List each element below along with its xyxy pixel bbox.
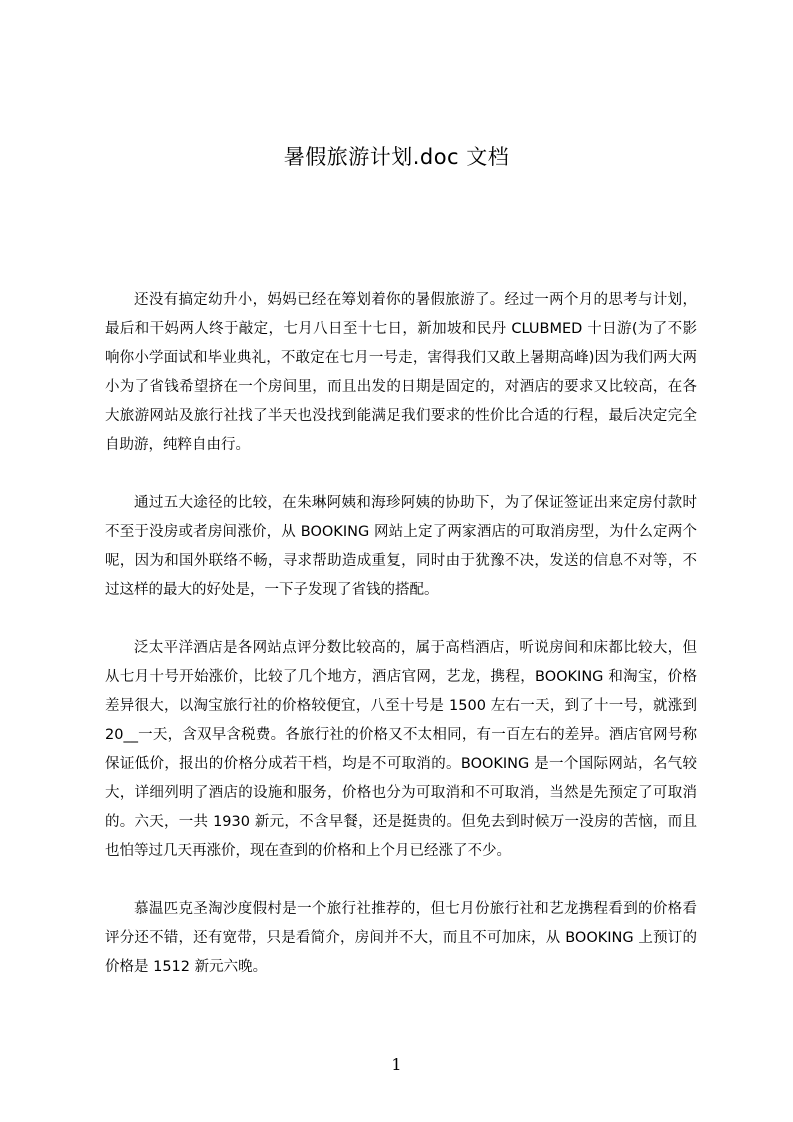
document-body [105,286,697,1011]
page-number: 1 [391,1055,402,1074]
paragraph-pan-pacific-hotel: 泛太平洋酒店是各网站点评分数比较高的，属于高档酒店，听说房间和床都比较大，但从七月十号开始涨价，比较了几个地方，酒店官网，艺龙，携程，BOOKING 和淘宝，价格差异很大，以淘宝旅行社的价格较便宜，八至十号是 1500 左右一天，到了十一号，就涨到 20__一天，含双早含税费。各旅行社的价格又不太相同，有一百左右的差异。酒店官网号称保证低价，报出的价格分成若干档，均是不可取消的。BOOKING 是一个国际网站，名气较大，详细列明了酒店的设施和服务，价格也分为可取消和不可取消，当然是先预定了可取消的。六天，一共 1930 新元，不含早餐，还是挺贵的。但免去到时候万一没房的苦恼，而且也怕等过几天再涨价，现在查到的价格和上个月已经涨了不少。 [105,640,697,859]
paragraph-booking-comparison: 通过五大途径的比较，在朱琳阿姨和海珍阿姨的协助下，为了保证签证出来定房付款时不至于没房或者房间涨价，从 BOOKING 网站上定了两家酒店的可取消房型，为什么定两个呢，因为和国外联络不畅，寻求帮助造成重复，同时由于犹豫不决，发送的信息不对等，不过这样的最大的好处是，一下子发现了省钱的搭配。 [105,495,697,598]
paragraph-intro: 还没有搞定幼升小，妈妈已经在筹划着你的暑假旅游了。经过一两个月的思考与计划，最后和干妈两人终于敲定，七月八日至十七日，新加坡和民丹 CLUBMED 十日游(为了不影响你小学面试和毕业典礼，不敢定在七月一号走，害得我们又敢上暑期高峰)因为我们两大两小为了省钱希望挤在一个房间里，而且出发的日期是固定的，对酒店的要求又比较高，在各大旅游网站及旅行社找了半天也没找到能满足我们要求的性价比合适的行程，最后决定完全自助游，纯粹自由行。 [105,292,697,453]
paragraph-movenpick-resort: 慕温匹克圣淘沙度假村是一个旅行社推荐的，但七月份旅行社和艺龙携程看到的价格看评分还不错，还有宽带，只是看简介，房间并不大，而且不可加床，从 BOOKING 上预订的价格是 1512 新元六晚。 [105,901,697,975]
document-title: 暑假旅游计划.doc 文档 [283,145,510,169]
